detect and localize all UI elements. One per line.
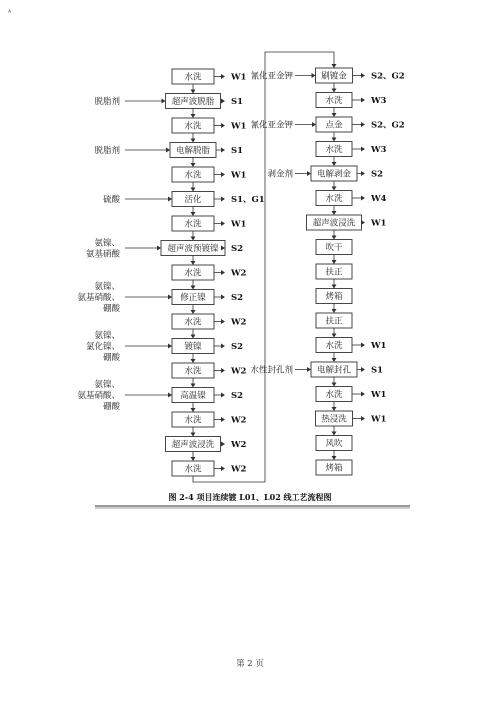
corner-mark: ᴬ bbox=[8, 9, 12, 17]
left-output-arrowhead bbox=[221, 99, 225, 104]
right-flow-arrowhead bbox=[332, 89, 337, 93]
right-flow-arrowhead bbox=[332, 162, 337, 166]
left-input-arrowhead bbox=[168, 344, 172, 349]
left-flow-arrowhead bbox=[191, 310, 196, 314]
left-output-arrowhead bbox=[221, 270, 225, 275]
right-step-label: 水洗 bbox=[325, 194, 343, 205]
left-output-arrowhead bbox=[221, 344, 225, 349]
left-input-material: 氨基硝酸 bbox=[85, 249, 120, 260]
right-flow-arrowhead bbox=[332, 260, 337, 264]
left-input-material: 硼酸 bbox=[102, 304, 120, 314]
left-output-arrowhead bbox=[221, 295, 225, 300]
left-step-label: 水洗 bbox=[184, 268, 202, 279]
right-output-code: S1 bbox=[371, 365, 384, 376]
right-output-arrowhead bbox=[361, 392, 365, 397]
right-flow-arrowhead bbox=[332, 358, 337, 362]
left-input-material: 脱脂剂 bbox=[94, 146, 120, 156]
left-input-material: 脱脂剂 bbox=[94, 97, 120, 107]
right-output-code: W3 bbox=[371, 145, 387, 155]
right-output-code: W3 bbox=[371, 96, 387, 106]
left-output-arrowhead bbox=[221, 74, 225, 79]
left-input-arrowhead bbox=[168, 393, 172, 398]
left-step-label: 水洗 bbox=[184, 366, 202, 377]
left-input-arrowhead bbox=[157, 246, 161, 251]
left-output-code: S2 bbox=[231, 342, 244, 352]
left-input-material: 硼酸 bbox=[102, 353, 120, 363]
left-output-code: W1 bbox=[231, 121, 247, 132]
left-flow-arrowhead bbox=[191, 335, 196, 339]
right-input-material: 剥金剂 bbox=[267, 169, 293, 180]
left-step-label: 水洗 bbox=[184, 317, 202, 328]
page-number: 第 2 页 bbox=[236, 659, 264, 669]
right-step-label: 水洗 bbox=[325, 341, 343, 352]
left-step-label: 水洗 bbox=[184, 219, 202, 230]
left-input-arrowhead bbox=[168, 197, 172, 202]
left-input-material: 氨基硝酸、 bbox=[77, 293, 120, 303]
left-step-label: 水洗 bbox=[184, 170, 202, 181]
right-flow-arrowhead bbox=[332, 211, 337, 215]
left-output-code: S2 bbox=[231, 391, 244, 401]
left-output-code: W1 bbox=[231, 72, 247, 83]
left-input-arrowhead bbox=[166, 148, 170, 153]
right-output-arrowhead bbox=[361, 367, 365, 372]
left-output-arrowhead bbox=[221, 197, 225, 202]
left-flow-arrowhead bbox=[191, 114, 196, 118]
right-input-material: 水性封孔剂 bbox=[250, 365, 293, 376]
right-flow-arrowhead bbox=[332, 432, 337, 436]
left-output-code: W2 bbox=[231, 317, 247, 328]
left-step-label: 超声波浸洗 bbox=[171, 440, 215, 451]
left-flow-arrowhead bbox=[191, 384, 196, 388]
left-input-material: 氨镍、 bbox=[94, 282, 120, 292]
right-input-material: 氰化亚金钾 bbox=[250, 120, 293, 131]
left-input-material: 氨镍、 bbox=[94, 380, 120, 390]
right-flow-arrowhead bbox=[332, 113, 337, 117]
right-step-label: 电解封孔 bbox=[316, 365, 352, 376]
right-input-arrowhead bbox=[312, 73, 316, 78]
right-output-arrowhead bbox=[361, 343, 365, 348]
right-step-label: 扶正 bbox=[325, 267, 343, 278]
left-output-code: S1 bbox=[231, 97, 244, 107]
left-input-material: 氨镍、 bbox=[94, 238, 120, 249]
right-step-label: 水洗 bbox=[325, 145, 343, 156]
right-output-code: W1 bbox=[371, 414, 387, 425]
right-step-label: 超声波浸洗 bbox=[312, 218, 356, 229]
left-flow-arrowhead bbox=[191, 188, 196, 192]
left-output-arrowhead bbox=[221, 123, 225, 128]
left-flow-arrowhead bbox=[191, 163, 196, 167]
left-flow-arrowhead bbox=[191, 286, 196, 290]
right-input-material: 氰化亚金钾 bbox=[250, 71, 293, 82]
right-step-label: 刷镀金 bbox=[321, 71, 347, 82]
left-step-label: 超声波预镀镍 bbox=[167, 244, 219, 255]
right-flow-arrowhead bbox=[332, 236, 337, 240]
right-step-label: 风吹 bbox=[325, 439, 343, 450]
left-output-arrowhead bbox=[221, 148, 225, 153]
left-step-label: 镀镍 bbox=[184, 342, 202, 353]
right-flow-arrowhead bbox=[332, 456, 337, 460]
left-output-arrowhead bbox=[221, 417, 225, 422]
right-output-code: S2 bbox=[371, 169, 384, 180]
right-output-arrowhead bbox=[361, 147, 365, 152]
left-step-label: 水洗 bbox=[184, 72, 202, 83]
right-step-label: 水洗 bbox=[325, 96, 343, 107]
left-output-code: S2 bbox=[231, 293, 244, 303]
left-output-code: W1 bbox=[231, 170, 247, 181]
right-output-arrowhead bbox=[361, 98, 365, 103]
left-input-material: 氨镍、 bbox=[94, 331, 120, 341]
left-step-label: 修正镍 bbox=[180, 293, 206, 304]
left-output-arrowhead bbox=[221, 319, 225, 324]
left-flow-arrowhead bbox=[191, 457, 196, 461]
figure-caption: 图 2-4 项目连续镀 L01、L02 线工艺流程图 bbox=[168, 492, 332, 502]
left-output-code: W2 bbox=[231, 366, 247, 377]
right-flow-arrowhead bbox=[332, 309, 337, 313]
left-output-arrowhead bbox=[221, 172, 225, 177]
right-flow-arrowhead bbox=[332, 285, 337, 289]
right-step-label: 电解剥金 bbox=[316, 169, 352, 180]
left-step-label: 水洗 bbox=[184, 464, 202, 475]
right-step-label: 吹干 bbox=[325, 243, 343, 254]
right-step-label: 烤箱 bbox=[325, 463, 343, 474]
right-output-code: S2、G2 bbox=[371, 71, 405, 82]
right-step-label: 热浸洗 bbox=[321, 414, 347, 425]
left-input-material: 硫酸 bbox=[102, 195, 120, 205]
left-output-arrowhead bbox=[221, 442, 225, 447]
left-step-label: 高温镍 bbox=[180, 391, 206, 402]
right-input-arrowhead bbox=[312, 122, 316, 127]
left-output-code: S1 bbox=[231, 146, 244, 156]
right-flow-arrowhead bbox=[332, 334, 337, 338]
right-step-label: 点金 bbox=[325, 120, 343, 131]
right-step-label: 烤箱 bbox=[325, 292, 343, 303]
left-output-arrowhead bbox=[221, 393, 225, 398]
right-output-arrowhead bbox=[361, 220, 365, 225]
left-output-code: W1 bbox=[231, 219, 247, 230]
left-step-label: 水洗 bbox=[184, 415, 202, 426]
right-flow-arrowhead bbox=[332, 407, 337, 411]
left-input-arrowhead bbox=[168, 295, 172, 300]
left-output-arrowhead bbox=[221, 221, 225, 226]
right-output-arrowhead bbox=[361, 122, 365, 127]
left-output-code: S1、G1 bbox=[231, 195, 265, 205]
left-flow-arrowhead bbox=[191, 261, 196, 265]
left-input-arrowhead bbox=[162, 99, 166, 104]
left-output-code: W2 bbox=[231, 268, 247, 279]
left-flow-arrowhead bbox=[191, 408, 196, 412]
left-flow-arrowhead bbox=[191, 212, 196, 216]
right-output-code: W1 bbox=[371, 218, 387, 229]
left-flow-arrowhead bbox=[191, 359, 196, 363]
right-flow-arrowhead bbox=[332, 138, 337, 142]
right-output-code: W1 bbox=[371, 390, 387, 400]
left-input-material: 氨基硝酸、 bbox=[77, 391, 120, 401]
column-link-arrowhead bbox=[332, 64, 337, 68]
left-output-arrowhead bbox=[221, 466, 225, 471]
left-input-material: 氯化镍、 bbox=[85, 342, 120, 352]
right-step-label: 扶正 bbox=[325, 316, 343, 327]
left-flow-arrowhead bbox=[191, 433, 196, 437]
left-output-code: W2 bbox=[231, 440, 247, 450]
right-input-arrowhead bbox=[307, 367, 311, 372]
right-flow-arrowhead bbox=[332, 187, 337, 191]
left-output-arrowhead bbox=[221, 368, 225, 373]
left-output-code: S2 bbox=[231, 244, 244, 254]
left-step-label: 水洗 bbox=[184, 121, 202, 132]
right-output-code: W4 bbox=[371, 194, 387, 204]
right-output-arrowhead bbox=[361, 196, 365, 201]
right-output-code: W1 bbox=[371, 341, 387, 351]
right-output-arrowhead bbox=[361, 416, 365, 421]
left-step-label: 超声波脱脂 bbox=[171, 97, 215, 108]
left-output-code: W2 bbox=[231, 464, 247, 475]
right-input-arrowhead bbox=[307, 171, 311, 176]
right-step-label: 水洗 bbox=[325, 390, 343, 401]
left-step-label: 活化 bbox=[184, 195, 202, 206]
left-flow-arrowhead bbox=[191, 90, 196, 94]
left-input-material: 硼酸 bbox=[102, 402, 120, 412]
left-output-code: W2 bbox=[231, 415, 247, 426]
right-flow-arrowhead bbox=[332, 383, 337, 387]
right-output-arrowhead bbox=[361, 73, 365, 78]
left-flow-arrowhead bbox=[191, 237, 196, 241]
right-output-code: S2、G2 bbox=[371, 120, 405, 131]
right-output-arrowhead bbox=[361, 171, 365, 176]
left-flow-arrowhead bbox=[191, 139, 196, 143]
left-step-label: 电解脱脂 bbox=[175, 146, 211, 157]
